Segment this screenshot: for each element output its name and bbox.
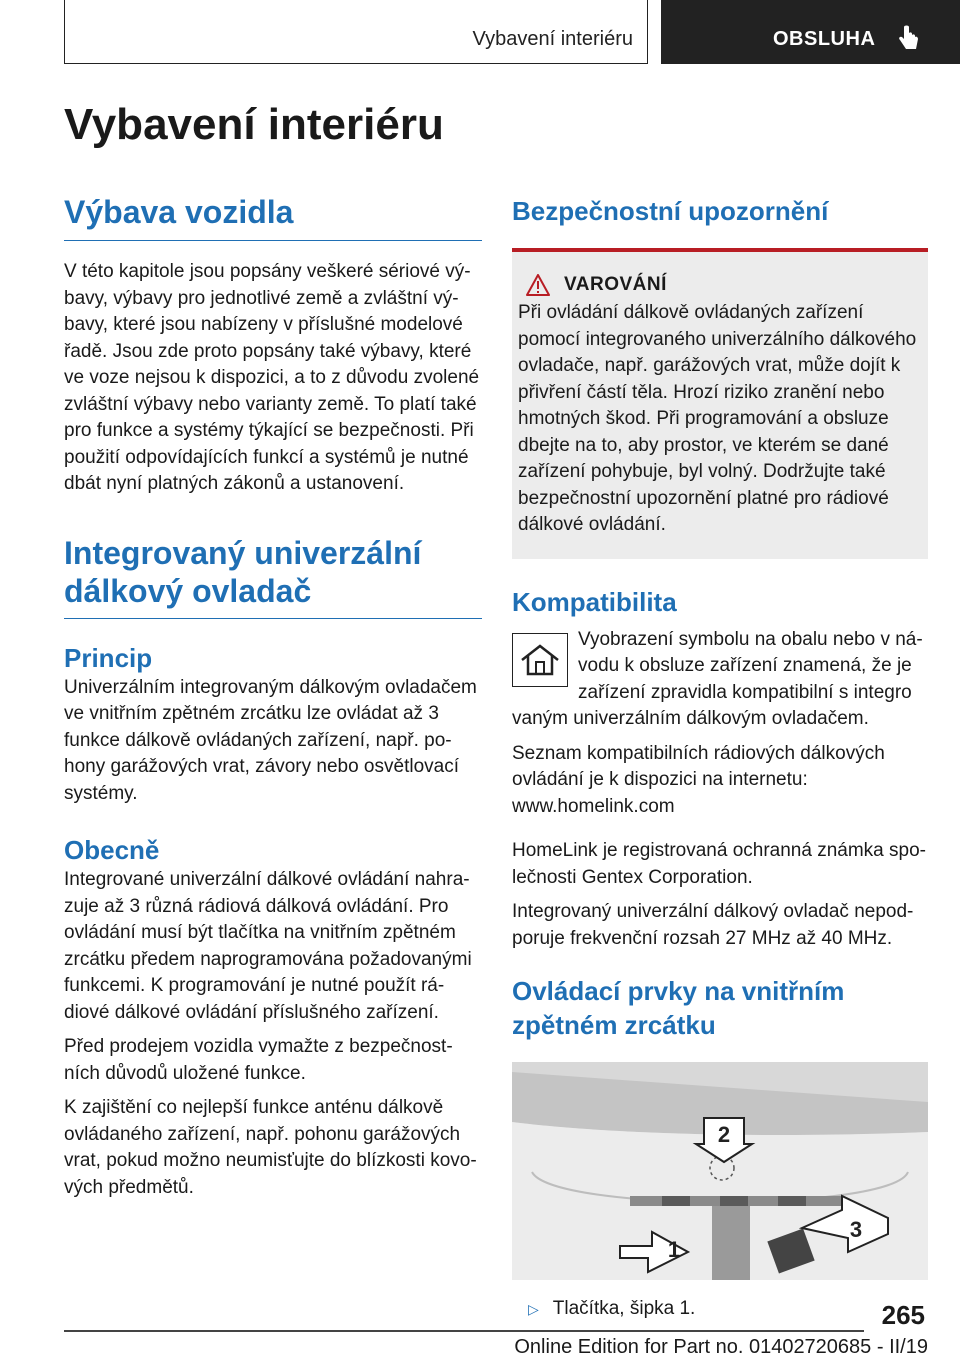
- warning-triangle-icon: [526, 274, 550, 296]
- warning-title: VAROVÁNÍ: [564, 274, 667, 295]
- section-heading-integrated: Integrovaný univerzální dálkový ovladač: [64, 534, 482, 619]
- mirror-figure: [512, 1062, 928, 1280]
- subheading-princip: Princip: [64, 642, 153, 673]
- warning-header: [526, 274, 922, 296]
- figure-label-1: 1: [667, 1237, 681, 1262]
- compat-paragraph-3: HomeLink je registrovaná ochranná známka společnosti Gentex Corporation.: [512, 840, 926, 888]
- homelink-url: www.homelink.com: [512, 795, 675, 817]
- warning-box: [512, 248, 928, 559]
- warning-text: Při ovládání dálkově ovládaných zařízení pomocí integrovaného univerzálního dálkového ovladače, např. garážových vrat, může dojít k přivření částí těla. Hrozí riziko zranění nebo hmotných škod. Při programování a obsluze dbejte na to, aby prostor, ve kterém se dané zařízení pohybuje, byl volný. Dodržujte také bezpečnostní upozornění platné pro rádiové dálkové ovládání.: [518, 302, 917, 535]
- subheading-kompatibilita: Kompatibilita: [512, 586, 677, 617]
- header-section-title: Vybavení interiéru: [472, 28, 633, 50]
- compat-paragraph-4: Integrovaný univerzální dálkový ovladač nepodporuje frekvenční rozsah 27 MHz až 40 MHz.: [512, 901, 914, 949]
- obecne-paragraph-2: Před prodejem vozidla vymažte z bezpečnostních důvodů uložené funkce.: [64, 1036, 453, 1084]
- left-column: [64, 192, 482, 1201]
- section-heading-safety: Bezpečnostní upozornění: [512, 196, 829, 226]
- house-icon: [519, 642, 561, 678]
- subheading-obecne: Obecně: [64, 835, 160, 865]
- figure-label-2: 2: [717, 1122, 731, 1147]
- obecne-paragraph-3: K zajištění co nejlepší funkce anténu dálkově ovládaného zařízení, např. pohonu garážových vrat, pokud možno neumisťujte do blízkosti kovových předmětů.: [64, 1097, 477, 1198]
- vybava-paragraph: V této kapitole jsou popsány veškeré sériové výbavy, výbavy pro jednotlivé země a zvláštní výbavy, které jsou nabízeny v příslušné modelové řadě. Jsou zde proto popsány také výbavy, které ve voze nejsou k dispozici, a to z důvodu zvolené zvláštní výbavy nebo varianty země. To platí také pro funkce a systémy týkající se bezpečnosti. Při použití odpovídajících funkcí a systémů je nutné dbát nyní platných zákonů a ustanovení.: [64, 261, 480, 494]
- figure-label-3: 3: [849, 1217, 863, 1242]
- bullet-item: [512, 1298, 928, 1320]
- pointing-hand-icon: [896, 25, 920, 53]
- header-section-tab: [64, 0, 648, 64]
- footer-edition: Online Edition for Part no. 01402720685 - II/19: [514, 1336, 928, 1358]
- compat-paragraph-2: Seznam kompatibilních rádiových dálkových ovládání je k dispozici na internetu:: [512, 742, 885, 790]
- compat-icon-row: [512, 627, 928, 707]
- header-chapter-badge: [661, 0, 960, 64]
- chapter-label: OBSLUHA: [773, 28, 876, 50]
- page-number: 265: [881, 1300, 925, 1330]
- section-heading-controls: Ovládací prvky na vnitřním zpětném zrcátku: [512, 976, 845, 1040]
- footer-divider: [64, 1330, 864, 1332]
- obecne-paragraph-1: Integrované univerzální dálkové ovládání nahrazuje až 3 různá rádiová dálková ovládání. Pro ovládání musí být tlačítka na vnitřním zpětném zrcátku předem naprogramována požadovanými funkcemi. K programování je nutné použít rádiové dálkové ovládání příslušného zařízení.: [64, 869, 472, 1023]
- bullet-text: Tlačítka, šipka 1.: [552, 1298, 696, 1319]
- triangle-right-icon: ▷: [528, 1300, 539, 1317]
- section-heading-vybava: Výbava vozidla: [64, 192, 482, 241]
- compat-text-continued: vaným univerzálním dálkovým ovladačem.: [512, 708, 869, 729]
- compat-icon-text: Vyobrazení symbolu na obalu nebo v návodu k obsluze zařízení znamená, že je zařízení zpravidla kompatibilní s integro: [578, 628, 923, 703]
- right-column: [512, 192, 928, 1320]
- page-title: Vybavení interiéru: [64, 100, 444, 149]
- home-compatibility-icon: [512, 633, 568, 687]
- princip-paragraph: Univerzálním integrovaným dálkovým ovladačem ve vnitřním zpětném zrcátku lze ovládat až 3 funkce dálkově ovládaných zařízení, např. pohony garážových vrat, závory nebo osvětlovací systémy.: [64, 676, 477, 804]
